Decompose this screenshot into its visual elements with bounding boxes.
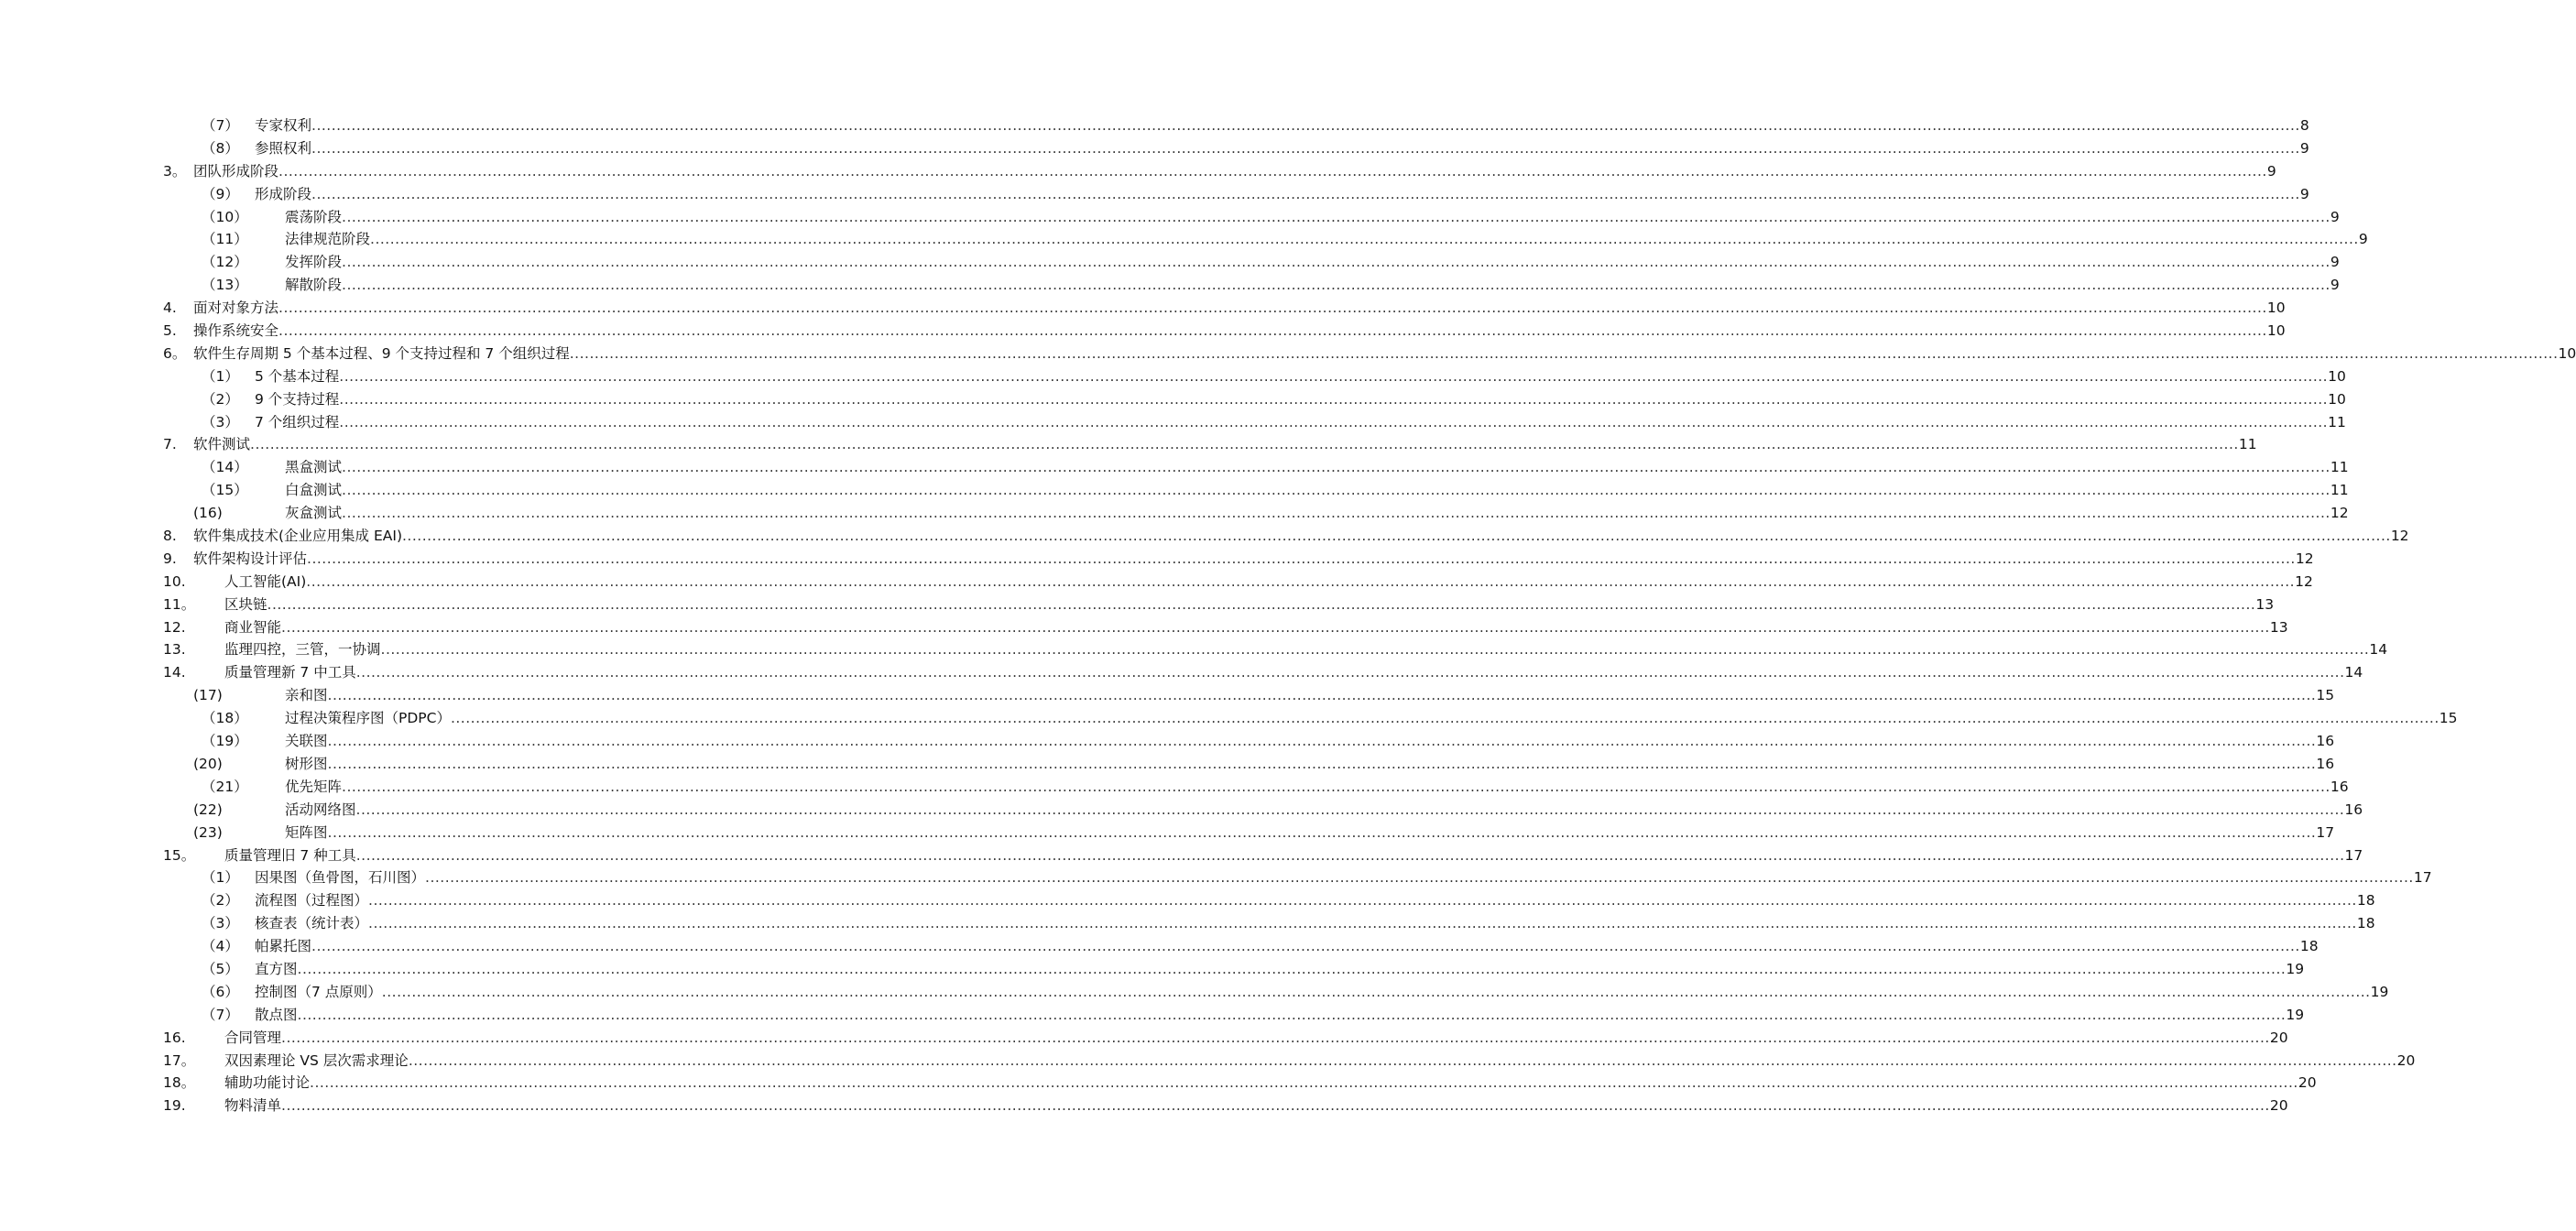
toc-entry-number: （11） <box>202 231 248 248</box>
toc-entry[interactable] <box>0 889 2375 912</box>
toc-entry-number: 9. <box>163 550 177 567</box>
toc-entry[interactable] <box>0 594 2275 616</box>
toc-entry-page-number: 9 <box>2358 231 2368 248</box>
toc-entry-title: 灰盒测试 <box>285 505 343 522</box>
toc-entry-number: （8） <box>202 139 239 157</box>
toc-entry[interactable] <box>0 935 2319 958</box>
toc-entry[interactable] <box>0 479 2349 502</box>
toc-entry[interactable] <box>0 388 2346 411</box>
toc-entry-page-number: 16 <box>2316 755 2335 772</box>
toc-entry-number: （13） <box>202 277 248 294</box>
toc-entry-line <box>255 114 2309 137</box>
toc-entry-page-number: 10 <box>2328 367 2346 385</box>
toc-entry-page-number: 12 <box>2295 550 2314 567</box>
toc-entry[interactable] <box>0 456 2349 479</box>
toc-entry[interactable] <box>0 753 2335 776</box>
toc-entry-line <box>285 753 2335 776</box>
toc-leader-dots: ................................................................................................................................................................................................................................................................................................................................................................................................................ <box>267 595 2256 613</box>
toc-entry[interactable] <box>0 228 2368 251</box>
toc-leader-dots: ................................................................................................................................................................................................................................................................................................................................................................................................................ <box>339 413 2329 430</box>
toc-leader-dots: ................................................................................................................................................................................................................................................................................................................................................................................................................ <box>339 390 2329 408</box>
toc-entry-title: 黑盒测试 <box>285 459 343 476</box>
toc-entry[interactable] <box>0 799 2363 822</box>
toc-entry-page-number: 10 <box>2266 322 2286 340</box>
toc-entry-line <box>224 616 2288 639</box>
toc-entry-page-number: 9 <box>2330 254 2340 271</box>
toc-leader-dots: ................................................................................................................................................................................................................................................................................................................................................................................................................ <box>278 322 2267 340</box>
toc-entry-number: （2） <box>202 892 239 910</box>
toc-entry[interactable] <box>0 525 2409 548</box>
toc-entry-number: (23) <box>193 823 223 841</box>
toc-leader-dots: ................................................................................................................................................................................................................................................................................................................................................................................................................ <box>342 208 2330 225</box>
toc-entry-title: 软件架构设计评估 <box>193 550 308 567</box>
toc-entry-title: 质量管理新 7 中工具 <box>224 664 356 681</box>
toc-entry[interactable] <box>0 958 2305 981</box>
toc-entry-page-number: 8 <box>2299 117 2309 134</box>
toc-entry-line <box>224 1072 2317 1095</box>
toc-entry-page-number: 11 <box>2238 436 2257 453</box>
toc-entry-line <box>224 571 2313 594</box>
toc-entry[interactable] <box>0 684 2335 707</box>
toc-leader-dots: ................................................................................................................................................................................................................................................................................................................................................................................................................ <box>278 300 2267 317</box>
toc-entry-line <box>255 183 2309 206</box>
toc-entry-line <box>255 912 2375 935</box>
toc-entry-line <box>193 548 2314 571</box>
toc-entry[interactable] <box>0 160 2276 183</box>
toc-entry-page-number: 20 <box>2298 1074 2317 1092</box>
toc-entry-title: 流程图（过程图） <box>255 892 369 910</box>
toc-entry[interactable] <box>0 502 2349 525</box>
toc-entry-page-number: 13 <box>2255 595 2275 613</box>
toc-leader-dots: ................................................................................................................................................................................................................................................................................................................................................................................................................ <box>342 277 2330 294</box>
toc-entry-number: (16) <box>193 505 223 522</box>
toc-entry-page-number: 16 <box>2316 733 2335 750</box>
toc-entry[interactable] <box>0 707 2458 730</box>
toc-entry-line <box>224 661 2363 684</box>
toc-entry-page-number: 17 <box>2316 823 2335 841</box>
toc-leader-dots: ................................................................................................................................................................................................................................................................................................................................................................................................................ <box>370 231 2359 248</box>
toc-leader-dots: ................................................................................................................................................................................................................................................................................................................................................................................................................ <box>355 664 2345 681</box>
toc-leader-dots: ................................................................................................................................................................................................................................................................................................................................................................................................................ <box>450 710 2440 727</box>
toc-entry-line <box>285 776 2349 799</box>
toc-entry[interactable] <box>0 822 2335 844</box>
toc-entry-number: （4） <box>202 938 239 955</box>
toc-entry-line <box>255 1004 2305 1027</box>
toc-leader-dots: ................................................................................................................................................................................................................................................................................................................................................................................................................ <box>327 687 2317 704</box>
toc-entry-page-number: 11 <box>2328 413 2346 430</box>
toc-entry-number: 16. <box>163 1029 186 1046</box>
toc-entry-line <box>224 1050 2416 1073</box>
toc-leader-dots: ................................................................................................................................................................................................................................................................................................................................................................................................................ <box>339 367 2329 385</box>
toc-entry-page-number: 17 <box>2413 869 2432 887</box>
toc-leader-dots: ................................................................................................................................................................................................................................................................................................................................................................................................................ <box>342 778 2330 795</box>
toc-entry-line <box>193 297 2286 320</box>
toc-entry-title: 散点图 <box>255 1006 298 1023</box>
toc-entry-page-number: 19 <box>2370 983 2389 1000</box>
toc-entry-title: 活动网络图 <box>285 801 356 818</box>
toc-entry-title: 软件测试 <box>193 436 251 453</box>
toc-entry[interactable] <box>0 114 2309 137</box>
toc-entry-number: （2） <box>202 390 239 408</box>
toc-entry-line <box>224 594 2275 616</box>
toc-entry-page-number: 10 <box>2558 344 2576 362</box>
toc-entry-line <box>255 866 2432 889</box>
toc-leader-dots: ................................................................................................................................................................................................................................................................................................................................................................................................................ <box>281 1097 2270 1115</box>
toc-entry-title: 专家权利 <box>255 117 312 134</box>
toc-entry-line <box>285 479 2349 502</box>
toc-entry-number: （6） <box>202 983 239 1000</box>
toc-entry-page-number: 16 <box>2344 801 2363 818</box>
toc-entry-number: （1） <box>202 367 239 385</box>
toc-entry-title: 监理四控，三管，一协调 <box>224 641 381 659</box>
toc-entry-number: （3） <box>202 413 239 430</box>
toc-entry-title: 人工智能(AI) <box>224 572 307 590</box>
toc-entry-line <box>224 1027 2288 1050</box>
toc-entry-number: 8. <box>163 528 177 545</box>
toc-leader-dots: ................................................................................................................................................................................................................................................................................................................................................................................................................ <box>327 733 2317 750</box>
toc-entry[interactable] <box>0 274 2340 297</box>
toc-entry-number: （12） <box>202 254 248 271</box>
toc-entry-title: 过程决策程序图（PDPC） <box>285 710 451 727</box>
toc-entry-title: 控制图（7 点原则） <box>255 983 382 1000</box>
toc-entry-line <box>285 684 2335 707</box>
toc-entry[interactable] <box>0 365 2346 388</box>
toc-entry-line <box>224 1095 2288 1117</box>
toc-entry-number: 17。 <box>163 1051 196 1069</box>
toc-entry-page-number: 15 <box>2316 687 2335 704</box>
toc-entry-page-number: 13 <box>2269 618 2288 636</box>
toc-entry[interactable] <box>0 616 2288 639</box>
toc-entry-number: 14. <box>163 664 186 681</box>
toc-leader-dots: ................................................................................................................................................................................................................................................................................................................................................................................................................ <box>306 572 2296 590</box>
toc-leader-dots: ................................................................................................................................................................................................................................................................................................................................................................................................................ <box>281 1029 2270 1046</box>
toc-entry-number: (22) <box>193 801 223 818</box>
toc-entry-number: 5. <box>163 322 177 340</box>
toc-leader-dots: ................................................................................................................................................................................................................................................................................................................................................................................................................ <box>368 892 2357 910</box>
toc-entry[interactable] <box>0 1095 2288 1117</box>
toc-entry-title: 亲和图 <box>285 687 328 704</box>
toc-entry-title: 软件生存周期 5 个基本过程、9 个支持过程和 7 个组织过程 <box>193 344 570 362</box>
toc-entry-title: 辅助功能讨论 <box>224 1074 311 1092</box>
toc-entry-page-number: 16 <box>2330 778 2349 795</box>
toc-entry-page-number: 9 <box>2299 185 2309 202</box>
toc-entry-line <box>285 707 2458 730</box>
toc-entry-title: 白盒测试 <box>285 482 343 499</box>
toc-entry-title: 震荡阶段 <box>285 208 343 225</box>
toc-entry-line <box>255 889 2375 912</box>
toc-entry-number: 3。 <box>163 162 187 180</box>
toc-entry-page-number: 17 <box>2344 846 2363 864</box>
toc-leader-dots: ................................................................................................................................................................................................................................................................................................................................................................................................................ <box>311 185 2300 202</box>
toc-entry-page-number: 20 <box>2269 1029 2288 1046</box>
toc-entry-number: （18） <box>202 710 248 727</box>
toc-leader-dots: ................................................................................................................................................................................................................................................................................................................................................................................................................ <box>342 459 2330 476</box>
toc-entry-page-number: 11 <box>2330 482 2349 499</box>
toc-entry-line <box>285 228 2368 251</box>
toc-entry-title: 法律规范阶段 <box>285 231 371 248</box>
toc-entry-line <box>193 433 2257 456</box>
toc-entry[interactable] <box>0 183 2309 206</box>
toc-leader-dots: ................................................................................................................................................................................................................................................................................................................................................................................................................ <box>327 755 2317 772</box>
toc-entry-title: 因果图（鱼骨图，石川图） <box>255 869 426 887</box>
toc-entry-number: 19. <box>163 1097 186 1115</box>
toc-entry[interactable] <box>0 251 2340 274</box>
toc-entry-line <box>224 844 2363 867</box>
toc-entry-number: (17) <box>193 687 223 704</box>
toc-leader-dots: ................................................................................................................................................................................................................................................................................................................................................................................................................ <box>381 983 2371 1000</box>
toc-entry[interactable] <box>0 137 2309 160</box>
toc-entry-line <box>193 525 2409 548</box>
toc-entry-title: 参照权利 <box>255 139 312 157</box>
toc-entry-line <box>285 502 2349 525</box>
toc-entry[interactable] <box>0 343 2576 365</box>
toc-entry-line <box>285 799 2363 822</box>
toc-entry-line <box>255 411 2346 434</box>
toc-leader-dots: ................................................................................................................................................................................................................................................................................................................................................................................................................ <box>569 344 2559 362</box>
toc-entry-title: 9 个支持过程 <box>255 390 340 408</box>
toc-leader-dots: ................................................................................................................................................................................................................................................................................................................................................................................................................ <box>297 960 2287 977</box>
toc-entry-number: 4. <box>163 300 177 317</box>
toc-entry-line <box>255 981 2389 1004</box>
toc-entry-page-number: 9 <box>2299 139 2309 157</box>
toc-entry-title: 帕累托图 <box>255 938 312 955</box>
toc-entry-line <box>285 274 2340 297</box>
toc-entry-line <box>285 206 2340 229</box>
toc-leader-dots: ................................................................................................................................................................................................................................................................................................................................................................................................................ <box>278 162 2267 180</box>
toc-entry-line <box>193 343 2576 365</box>
toc-entry-number: 7. <box>163 436 177 453</box>
toc-entry-number: （10） <box>202 208 248 225</box>
toc-entry[interactable] <box>0 548 2314 571</box>
toc-leader-dots: ................................................................................................................................................................................................................................................................................................................................................................................................................ <box>311 117 2300 134</box>
toc-entry-line <box>255 365 2346 388</box>
toc-entry-number: 6。 <box>163 344 187 362</box>
toc-entry-page-number: 18 <box>2356 892 2375 910</box>
toc-entry-page-number: 9 <box>2330 277 2340 294</box>
toc-leader-dots: ................................................................................................................................................................................................................................................................................................................................................................................................................ <box>311 938 2300 955</box>
toc-leader-dots: ................................................................................................................................................................................................................................................................................................................................................................................................................ <box>342 482 2330 499</box>
toc-entry-number: （9） <box>202 185 239 202</box>
toc-entry-number: （15） <box>202 482 248 499</box>
toc-entry-line <box>193 320 2286 343</box>
toc-entry[interactable] <box>0 320 2286 343</box>
toc-leader-dots: ................................................................................................................................................................................................................................................................................................................................................................................................................ <box>297 1006 2287 1023</box>
toc-entry-line <box>255 935 2319 958</box>
toc-entry-title: 直方图 <box>255 960 298 977</box>
toc-entry-title: 矩阵图 <box>285 823 328 841</box>
toc-entry-page-number: 19 <box>2286 1006 2305 1023</box>
toc-entry-title: 关联图 <box>285 733 328 750</box>
toc-entry-line <box>193 160 2276 183</box>
toc-entry-title: 面对对象方法 <box>193 300 279 317</box>
toc-entry-number: （21） <box>202 778 248 795</box>
toc-entry-page-number: 12 <box>2295 572 2313 590</box>
toc-entry[interactable] <box>0 844 2363 867</box>
toc-entry[interactable] <box>0 730 2335 753</box>
toc-entry-page-number: 9 <box>2330 208 2340 225</box>
toc-leader-dots: ................................................................................................................................................................................................................................................................................................................................................................................................................ <box>310 1074 2298 1092</box>
toc-entry[interactable] <box>0 297 2286 320</box>
toc-entry-title: 发挥阶段 <box>285 254 343 271</box>
toc-entry-title: 核查表（统计表） <box>255 915 369 932</box>
toc-entry[interactable] <box>0 1072 2317 1095</box>
toc-leader-dots: ................................................................................................................................................................................................................................................................................................................................................................................................................ <box>368 915 2357 932</box>
toc-entry-line <box>285 251 2340 274</box>
toc-entry-number: （19） <box>202 733 248 750</box>
toc-leader-dots: ................................................................................................................................................................................................................................................................................................................................................................................................................ <box>408 1051 2397 1069</box>
toc-entry[interactable] <box>0 1050 2416 1073</box>
toc-entry-page-number: 18 <box>2299 938 2319 955</box>
toc-entry-number: 18。 <box>163 1074 196 1092</box>
toc-entry[interactable] <box>0 912 2375 935</box>
toc-entry-number: (20) <box>193 755 223 772</box>
toc-leader-dots: ................................................................................................................................................................................................................................................................................................................................................................................................................ <box>327 823 2317 841</box>
toc-entry-number: 13. <box>163 641 186 659</box>
toc-entry[interactable] <box>0 776 2349 799</box>
toc-entry-title: 双因素理论 VS 层次需求理论 <box>224 1051 409 1069</box>
toc-entry-line <box>255 137 2309 160</box>
toc-entry-line <box>285 730 2335 753</box>
toc-entry-title: 质量管理旧 7 种工具 <box>224 846 356 864</box>
toc-entry-number: （7） <box>202 117 239 134</box>
toc-entry[interactable] <box>0 866 2432 889</box>
toc-entry-title: 优先矩阵 <box>285 778 343 795</box>
toc-entry-line <box>255 388 2346 411</box>
toc-entry-title: 操作系统安全 <box>193 322 279 340</box>
toc-entry-title: 区块链 <box>224 595 267 613</box>
toc-leader-dots: ................................................................................................................................................................................................................................................................................................................................................................................................................ <box>355 801 2345 818</box>
toc-entry-number: （1） <box>202 869 239 887</box>
toc-entry-number: （5） <box>202 960 239 977</box>
toc-entry[interactable] <box>0 571 2313 594</box>
toc-entry-page-number: 15 <box>2439 710 2458 727</box>
toc-leader-dots: ................................................................................................................................................................................................................................................................................................................................................................................................................ <box>307 550 2296 567</box>
toc-entry-page-number: 10 <box>2328 390 2346 408</box>
toc-entry-page-number: 20 <box>2396 1051 2416 1069</box>
toc-entry-number: 15。 <box>163 846 196 864</box>
toc-entry-page-number: 20 <box>2269 1097 2288 1115</box>
toc-leader-dots: ................................................................................................................................................................................................................................................................................................................................................................................................................ <box>281 618 2270 636</box>
toc-entry-title: 团队形成阶段 <box>193 162 279 180</box>
toc-leader-dots: ................................................................................................................................................................................................................................................................................................................................................................................................................ <box>425 869 2414 887</box>
toc-entry-title: 合同管理 <box>224 1029 282 1046</box>
toc-entry-number: （7） <box>202 1006 239 1023</box>
toc-entry-page-number: 14 <box>2344 664 2363 681</box>
toc-entry-title: 商业智能 <box>224 618 282 636</box>
toc-entry[interactable] <box>0 206 2340 229</box>
toc-entry-title: 树形图 <box>285 755 328 772</box>
toc-entry-number: （3） <box>202 915 239 932</box>
toc-leader-dots: ................................................................................................................................................................................................................................................................................................................................................................................................................ <box>311 139 2300 157</box>
toc-entry-page-number: 18 <box>2356 915 2375 932</box>
toc-entry-number: 11。 <box>163 595 196 613</box>
toc-entry-line <box>285 456 2349 479</box>
toc-entry-title: 5 个基本过程 <box>255 367 340 385</box>
toc-entry-number: （14） <box>202 459 248 476</box>
toc-entry-page-number: 12 <box>2390 528 2409 545</box>
toc-entry[interactable] <box>0 433 2257 456</box>
toc-entry-page-number: 10 <box>2266 300 2286 317</box>
toc-entry-page-number: 19 <box>2286 960 2305 977</box>
toc-entry-line <box>224 638 2388 661</box>
toc-entry-page-number: 11 <box>2330 459 2349 476</box>
toc-entry[interactable] <box>0 661 2363 684</box>
toc-leader-dots: ................................................................................................................................................................................................................................................................................................................................................................................................................ <box>402 528 2391 545</box>
toc-leader-dots: ................................................................................................................................................................................................................................................................................................................................................................................................................ <box>380 641 2370 659</box>
toc-entry-page-number: 14 <box>2369 641 2388 659</box>
toc-entry[interactable] <box>0 1027 2288 1050</box>
toc-entry-title: 7 个组织过程 <box>255 413 340 430</box>
toc-leader-dots: ................................................................................................................................................................................................................................................................................................................................................................................................................ <box>342 505 2330 522</box>
toc-entry[interactable] <box>0 1004 2305 1027</box>
toc-entry-page-number: 12 <box>2330 505 2349 522</box>
toc-leader-dots: ................................................................................................................................................................................................................................................................................................................................................................................................................ <box>355 846 2345 864</box>
toc-entry-number: 10. <box>163 572 186 590</box>
toc-entry-page-number: 9 <box>2266 162 2276 180</box>
toc-entry-line <box>255 958 2305 981</box>
toc-entry-title: 解散阶段 <box>285 277 343 294</box>
toc-leader-dots: ................................................................................................................................................................................................................................................................................................................................................................................................................ <box>342 254 2330 271</box>
toc-leader-dots: ................................................................................................................................................................................................................................................................................................................................................................................................................ <box>250 436 2239 453</box>
toc-entry[interactable] <box>0 638 2388 661</box>
toc-entry[interactable] <box>0 981 2389 1004</box>
table-of-contents <box>0 114 2576 1117</box>
toc-entry-title: 软件集成技术(企业应用集成 EAI) <box>193 528 402 545</box>
toc-entry-number: 12. <box>163 618 186 636</box>
toc-entry-line <box>285 822 2335 844</box>
toc-entry-title: 形成阶段 <box>255 185 312 202</box>
toc-entry-title: 物料清单 <box>224 1097 282 1115</box>
toc-entry[interactable] <box>0 411 2346 434</box>
